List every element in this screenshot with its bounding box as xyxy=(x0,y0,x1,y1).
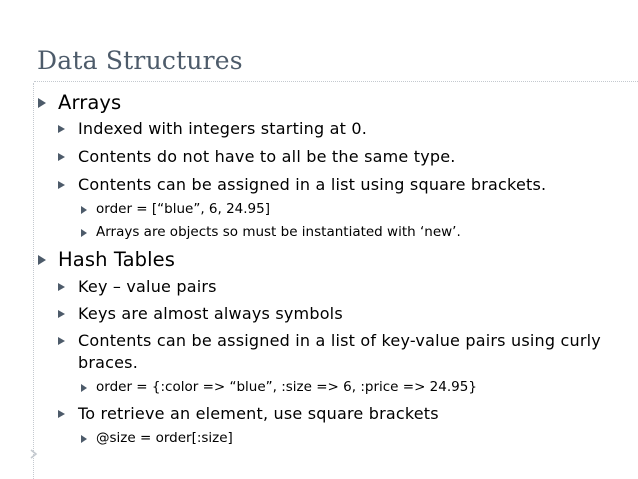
bullet-hash-retrieve: To retrieve an element, use square brackets xyxy=(78,404,439,423)
left-divider xyxy=(33,83,34,479)
bullet-icon xyxy=(81,384,87,392)
title-divider xyxy=(34,81,638,82)
bullet-icon xyxy=(58,153,65,161)
bullet-icon xyxy=(58,181,65,189)
bullet-hash-retrieve-example: @size = order[:size] xyxy=(96,430,233,446)
bullet-icon xyxy=(58,337,65,345)
bullet-icon xyxy=(58,310,65,318)
bullet-icon xyxy=(81,435,87,443)
bullet-icon xyxy=(38,255,46,265)
bullet-icon xyxy=(81,206,87,214)
bullet-arrays-contents-type: Contents do not have to all be the same type. xyxy=(78,147,456,166)
corner-chevron-icon xyxy=(29,449,39,459)
bullet-icon xyxy=(58,125,65,133)
bullet-icon xyxy=(81,229,87,237)
slide-title: Data Structures xyxy=(37,46,243,75)
bullet-arrays-example: order = [“blue”, 6, 24.95] xyxy=(96,201,270,217)
bullet-hash-example: order = {:color => “blue”, :size => 6, :price => 24.95} xyxy=(96,379,477,395)
bullet-hash-contents-line2: braces. xyxy=(78,353,139,372)
bullet-hash-key-value: Key – value pairs xyxy=(78,277,217,296)
bullet-arrays-indexed: Indexed with integers starting at 0. xyxy=(78,119,368,138)
bullet-arrays-contents-assign: Contents can be assigned in a list using square brackets. xyxy=(78,175,547,194)
bullet-hash-contents-line1: Contents can be assigned in a list of key-value pairs using curly xyxy=(78,331,601,350)
bullet-hash-tables: Hash Tables xyxy=(58,248,176,271)
bullet-hash-symbols: Keys are almost always symbols xyxy=(78,304,343,323)
bullet-icon xyxy=(58,283,65,291)
bullet-icon xyxy=(38,98,46,108)
bullet-icon xyxy=(58,410,65,418)
bullet-arrays-objects: Arrays are objects so must be instantiated with ‘new’. xyxy=(96,224,461,240)
bullet-arrays: Arrays xyxy=(58,91,122,114)
